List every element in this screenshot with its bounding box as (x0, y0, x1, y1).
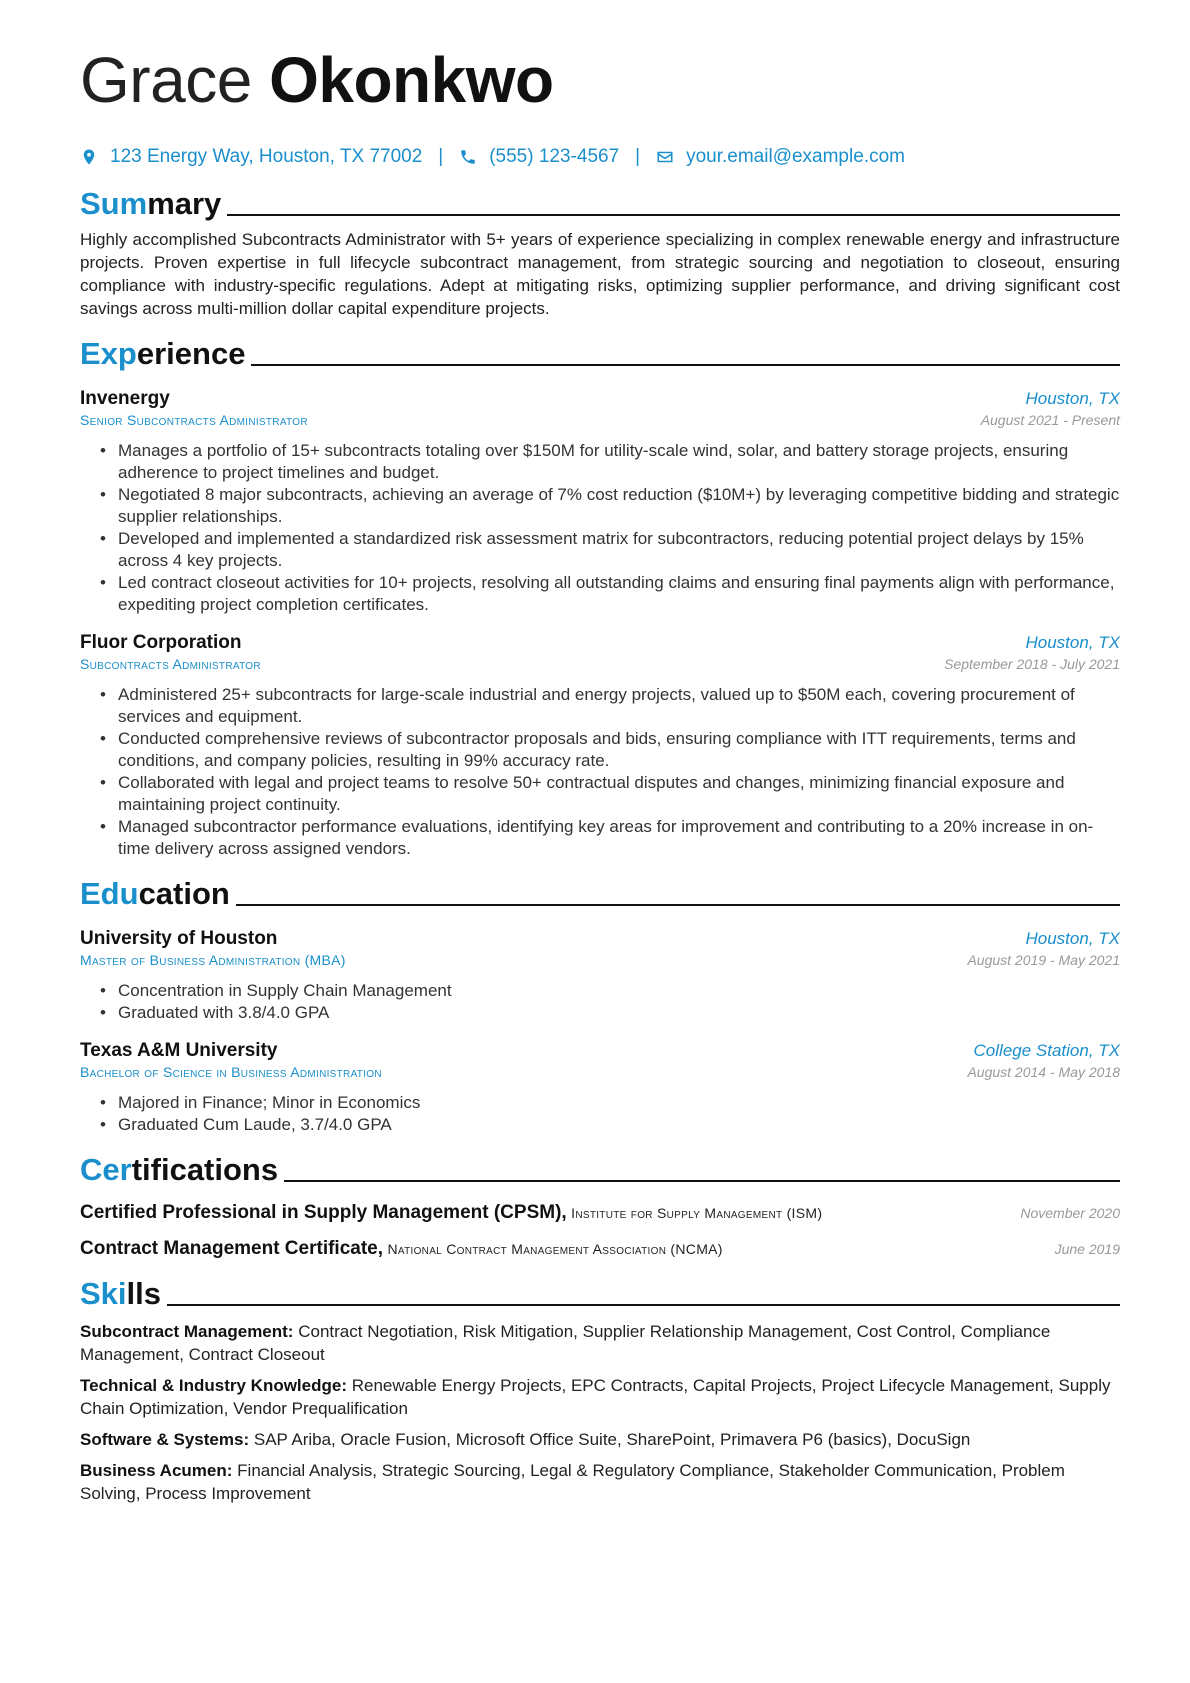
certification-entry: Certified Professional in Supply Management (CPSM), Institute for Supply Management (ISM) November 2020 (80, 1202, 1120, 1223)
skill-group-value: Renewable Energy Projects, EPC Contracts, Capital Projects, Project Lifecycle Management, Supply Chain Optimization, Vendor Prequalification (80, 1376, 1111, 1418)
envelope-icon (656, 148, 674, 166)
skill-group (80, 1459, 1120, 1505)
list-item: • Managed subcontractor performance evaluations, identifying key areas for improvement and contributing to a 20% increase in on-time delivery across assigned vendors. (98, 816, 1120, 860)
experience-entry (80, 632, 1120, 860)
degree-name: Master of Business Administration (MBA) (80, 952, 346, 968)
certification-issuer: Institute for Supply Management (ISM) (571, 1205, 823, 1221)
heading-rule (236, 904, 1120, 906)
job-title: Subcontracts Administrator (80, 656, 261, 672)
email-text: your.email@example.com (686, 146, 905, 167)
summary-text: Highly accomplished Subcontracts Administrator with 5+ years of experience specializing in complex renewable energy and infrastructure projects. Proven expertise in full lifecycle subcontract management, from strategic sourcing and negotiation to closeout, ensuring compliance with industry-specific regulations. Adept at mitigating risks, optimizing supplier performance, and driving significant cost savings across multi-million dollar capital expenditure projects. (80, 230, 1120, 318)
job-location: Houston, TX (1025, 389, 1120, 408)
list-item: • Led contract closeout activities for 10+ projects, resolving all outstanding claims and ensuring final payments align with performance, expediting project completion certificates. (98, 572, 1120, 616)
job-bullets (80, 684, 1120, 860)
list-item: • Manages a portfolio of 15+ subcontracts totaling over $150M for utility-scale wind, solar, and battery storage projects, ensuring adherence to project timelines and budget. (98, 440, 1120, 484)
job-bullets (80, 440, 1120, 616)
certifications-heading: Certifications (80, 1148, 1120, 1188)
list-item: • Majored in Finance; Minor in Economics (98, 1092, 1120, 1114)
skill-group (80, 1320, 1120, 1366)
phone-text: (555) 123-4567 (489, 146, 620, 167)
address-text: 123 Energy Way, Houston, TX 77002 (110, 146, 423, 167)
education-bullets (80, 980, 1120, 1024)
heading-rule (227, 214, 1120, 216)
list-item: • Graduated Cum Laude, 3.7/4.0 GPA (98, 1114, 1120, 1136)
job-dates: September 2018 - July 2021 (944, 656, 1120, 672)
experience-entry (80, 388, 1120, 616)
list-item: • Conducted comprehensive reviews of subcontractor proposals and bids, ensuring compliance with ITT requirements, terms and conditions, and company policies, resulting in 99% accuracy rate. (98, 728, 1120, 772)
skill-group-label: Subcontract Management: (80, 1322, 294, 1341)
list-item: • Collaborated with legal and project teams to resolve 50+ contractual disputes and changes, minimizing financial exposure and maintaining project continuity. (98, 772, 1120, 816)
certification-name: Contract Management Certificate (80, 1238, 378, 1259)
skill-group-label: Technical & Industry Knowledge: (80, 1376, 347, 1395)
list-item: • Developed and implemented a standardized risk assessment matrix for subcontractors, reducing potential project delays by 15% across 4 key projects. (98, 528, 1120, 572)
school-name: Texas A&M University (80, 1040, 278, 1061)
education-entry (80, 1040, 1120, 1136)
skill-group-value: Contract Negotiation, Risk Mitigation, Supplier Relationship Management, Cost Control, Compliance Management, Contract Closeout (80, 1322, 1051, 1364)
school-location: College Station, TX (973, 1041, 1120, 1060)
education-dates: August 2019 - May 2021 (967, 952, 1120, 968)
skill-group-value: SAP Ariba, Oracle Fusion, Microsoft Office Suite, SharePoint, Primavera P6 (basics), DocuSign (253, 1430, 971, 1449)
phone-icon (459, 148, 477, 166)
school-name: University of Houston (80, 928, 278, 949)
degree-name: Bachelor of Science in Business Administration (80, 1064, 382, 1080)
certification-name: Certified Professional in Supply Management (CPSM) (80, 1202, 562, 1223)
skill-group (80, 1374, 1120, 1420)
resume-page (80, 40, 1120, 1505)
job-location: Houston, TX (1025, 633, 1120, 652)
first-name: Grace (80, 44, 252, 116)
list-item: • Negotiated 8 major subcontracts, achieving an average of 7% cost reduction ($10M+) by leveraging competitive bidding and strategic supplier relationships. (98, 484, 1120, 528)
experience-heading: Experience (80, 332, 1120, 372)
phone-item[interactable] (459, 146, 619, 168)
last-name: Okonkwo (269, 44, 554, 116)
list-item: • Administered 25+ subcontracts for large-scale industrial and energy projects, valued up to $50M each, covering procurement of services and equipment. (98, 684, 1120, 728)
certification-date: June 2019 (1054, 1241, 1120, 1257)
heading-rule (251, 364, 1120, 366)
education-dates: August 2014 - May 2018 (967, 1064, 1120, 1080)
heading-rule (284, 1180, 1120, 1182)
school-location: Houston, TX (1025, 929, 1120, 948)
skill-group-label: Business Acumen: (80, 1461, 233, 1480)
certification-entry: Contract Management Certificate, National Contract Management Association (NCMA) June 2019 (80, 1238, 1120, 1259)
address-item (80, 146, 422, 168)
certification-date: November 2020 (1020, 1205, 1120, 1221)
job-title: Senior Subcontracts Administrator (80, 412, 308, 428)
skill-group (80, 1428, 1120, 1451)
certification-issuer: National Contract Management Association (NCMA) (387, 1241, 723, 1257)
list-item: • Concentration in Supply Chain Management (98, 980, 1120, 1002)
email-item[interactable] (656, 146, 905, 168)
education-bullets (80, 1092, 1120, 1136)
skill-group-label: Software & Systems: (80, 1430, 250, 1449)
employer-name: Invenergy (80, 388, 170, 409)
skills-heading: Skills (80, 1272, 1120, 1312)
map-marker-icon (80, 148, 98, 166)
job-dates: August 2021 - Present (980, 412, 1120, 428)
list-item: • Graduated with 3.8/4.0 GPA (98, 1002, 1120, 1024)
contact-bar (80, 144, 1120, 170)
contact-separator: | (635, 146, 641, 167)
heading-rule (167, 1304, 1120, 1306)
employer-name: Fluor Corporation (80, 632, 242, 653)
summary-heading: Summary (80, 182, 1120, 222)
education-heading: Education (80, 872, 1120, 912)
education-entry (80, 928, 1120, 1024)
contact-separator: | (438, 146, 444, 167)
candidate-name (80, 40, 1120, 120)
skill-group-value: Financial Analysis, Strategic Sourcing, Legal & Regulatory Compliance, Stakeholder Communication, Problem Solving, Process Improvement (80, 1461, 1065, 1503)
